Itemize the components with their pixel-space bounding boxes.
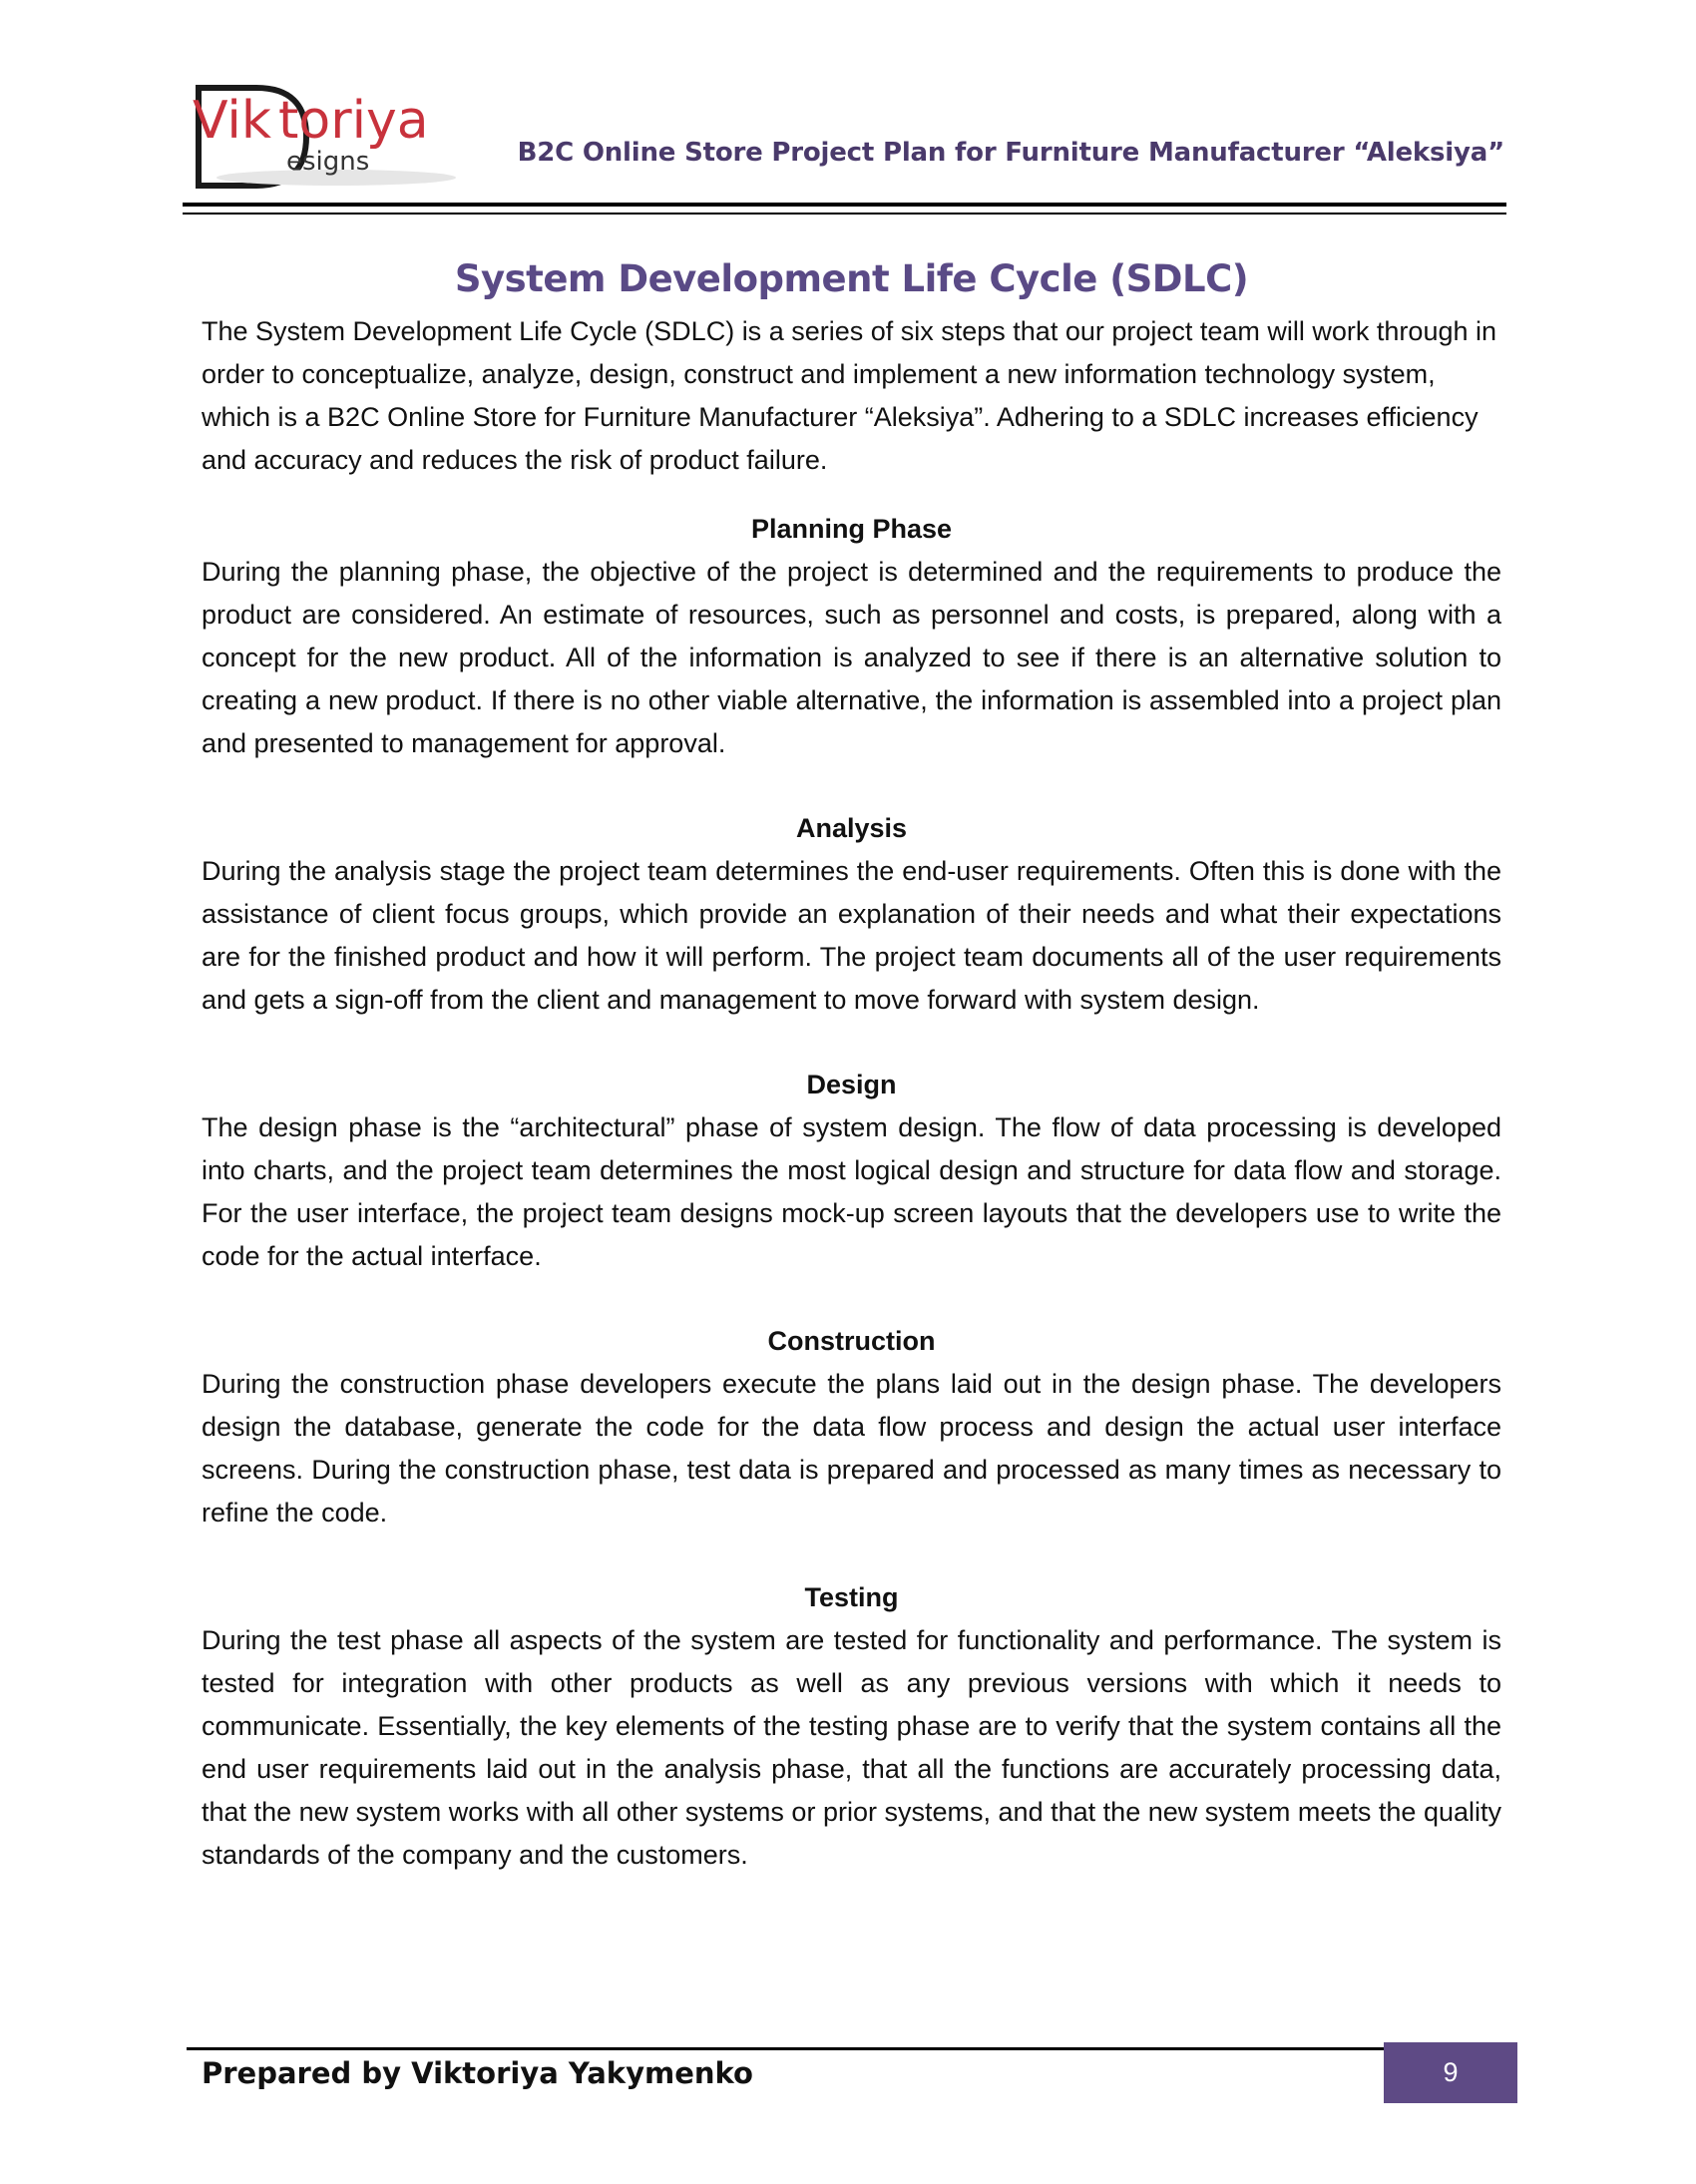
- document-title: System Development Life Cycle (SDLC): [454, 257, 1249, 300]
- section-body: The design phase is the “architectural” phase of system design. The flow of data processing is developed into charts, and the project team determines the most logical design and structure for data flow and storage. For the user interface, the project team designs mock-up screen layouts that the developers use to write the code for the actual interface.: [202, 1112, 1501, 1271]
- section-body: During the planning phase, the objective of the project is determined and the requirements to produce the product are considered. An estimate of resources, such as personnel and costs, is prepared, along with a concept for the new product. All of the information is analyzed to see if there is an alternative solution to creating a new product. If there is no other viable alternative, the information is assembled into a project plan and presented to management for approval.: [202, 557, 1501, 758]
- section-body: During the analysis stage the project team determines the end-user requirements. Often this is done with the assistance of client focus groups, which provide an explanation of their needs and what their expectations are for the finished product and how it will perform. The project team documents all of the user requirements and gets a sign-off from the client and management to move forward with system design.: [202, 856, 1501, 1015]
- footer-prepared-by: Prepared by Viktoriya Yakymenko: [202, 2056, 753, 2090]
- viktoriya-designs-logo: [187, 78, 456, 198]
- svg-text:esigns: esigns: [286, 147, 370, 177]
- section-heading: Planning Phase: [750, 514, 953, 544]
- section-design: [202, 1064, 1501, 1278]
- section-body: During the test phase all aspects of the system are tested for functionality and performance. The system is tested for integration with other products as well as any previous versions with which it needs to communicate. Essentially, the key elements of the testing phase are to verify that the system contains all the end user requirements laid out in the analysis phase, that all the functions are accurately processing data, that the new system works with all other systems or prior systems, and that the new system meets the quality standards of the company and the customers.: [202, 1625, 1501, 1870]
- section-body: During the construction phase developers execute the plans laid out in the design phase. The developers design the database, generate the code for the data flow process and design the actual user interface screens. During the construction phase, test data is prepared and processed as many times as necessary to refine the code.: [202, 1369, 1501, 1528]
- header-rule-thin: [183, 213, 1506, 215]
- header-rule-thick: [183, 203, 1506, 207]
- footer-rule: [187, 2047, 1384, 2050]
- section-analysis: [202, 807, 1501, 1022]
- intro-paragraph: The System Development Life Cycle (SDLC) is a series of six steps that our project team will work through in order to conceptualize, analyze, design, construct and implement a new information technology system, which is a B2C Online Store for Furniture Manufacturer “Aleksiya”. Adhering to a SDLC increases efficiency and accuracy and reduces the risk of product failure.: [202, 316, 1497, 475]
- page-number: 9: [1384, 2042, 1517, 2103]
- section-construction: [202, 1320, 1501, 1534]
- section-heading: Design: [806, 1070, 897, 1099]
- section-heading: Analysis: [795, 813, 908, 843]
- section-heading: Construction: [767, 1326, 936, 1356]
- svg-text:toriya: toriya: [278, 91, 429, 151]
- section-testing: [202, 1576, 1501, 1877]
- svg-text:Vik: Vik: [193, 91, 271, 151]
- section-planning: [202, 508, 1501, 765]
- section-heading: Testing: [804, 1582, 899, 1612]
- page-header: [187, 78, 1504, 218]
- header-title: B2C Online Store Project Plan for Furniture Manufacturer “Aleksiya”: [517, 138, 1504, 168]
- document-body: [202, 257, 1501, 1919]
